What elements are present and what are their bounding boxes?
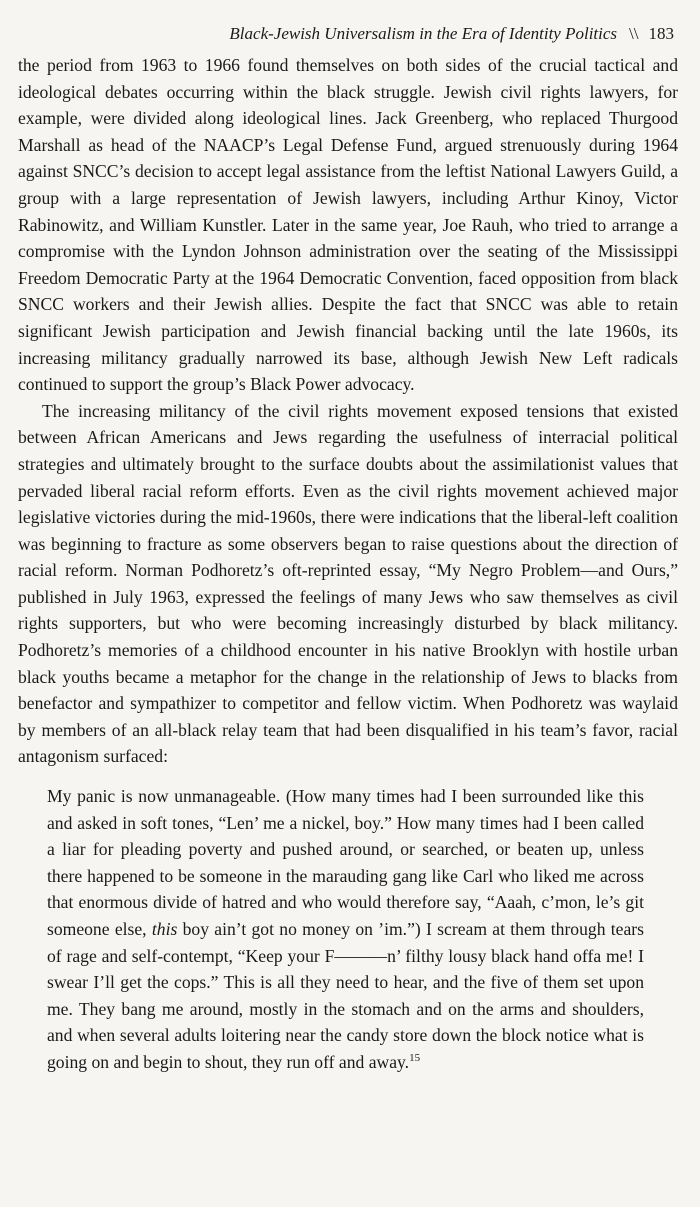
running-head-separator: \\ [629,24,639,43]
body-paragraph-2: The increasing militancy of the civil rights movement exposed tensions that existed between African Americans and Jews regarding the usefulness of interracial political strategies and ultimately brought to the surface doubts about the assimilationist values that pervaded liberal racial reform efforts. Even as the civil rights movement achieved major legislative victories during the mid-1960s, there were indications that the liberal-left coalition was beginning to fracture as some observers began to raise questions about the direction of racial reform. Norman Podhoretz’s oft-reprinted essay, “My Negro Problem—and Ours,” published in July 1963, expressed the feelings of many Jews who saw themselves as civil rights supporters, but who were becoming increasingly disturbed by black militancy. Podhoretz’s memories of a childhood encounter in his native Brooklyn with hostile urban black youths became a metaphor for the change in the relationship of Jews to blacks from benefactor and sympathizer to competitor and fellow victim. When Podhoretz was waylaid by members of an all-black relay team that had been disqualified in his team’s favor, racial antagonism surfaced: [18,400,678,767]
quotation-text-start: My panic is now unmanageable. (How many times had I been surrounded like this and asked in soft tones, “Len’ me a nickel, boy.” How many times had I been called a liar for pleading poverty and pushed around, or searched, or beaten up, unless there happened to be someone in the marauding gang like Carl who liked me across that enormous divide of hatred and who would therefore say, “Aaah, c’mon, le’s git someone else, [47,786,644,939]
page-number: 183 [648,24,674,43]
quotation-emphasis: this [151,919,178,939]
body-paragraph-1: the period from 1963 to 1966 found themselves on both sides of the crucial tactical and ideological debates occurring within the black struggle. Jewish civil rights lawyers, for example, were divided along ideological lines. Jack Greenberg, who replaced Thurgood Marshall as head of the NAACP’s Legal Defense Fund, argued strenuously during 1964 against SNCC’s decision to accept legal assistance from the leftist National Lawyers Guild, a group with a large representation of Jewish lawyers, including Arthur Kinoy, Victor Rabinowitz, and William Kunstler. Later in the same year, Joe Rauh, who tried to arrange a compromise with the Lyndon Johnson administration over the seating of the Mississippi Freedom Democratic Party at the 1964 Democratic Convention, faced opposition from black SNCC workers and their Jewish allies. Despite the fact that SNCC was able to retain significant Jewish participation and Jewish financial backing until the late 1960s, its increasing militancy gradually narrowed its base, although Jewish New Left radicals continued to support the group’s Black Power advocacy. [18,55,678,395]
running-head [18,24,678,44]
running-head-title: Black-Jewish Universalism in the Era of Identity Politics [229,24,618,43]
quotation-text-end: boy ain’t got no money on ’im.”) I scream at them through tears of rage and self-contempt, “Keep your F———n’ filthy lousy black hand offa me! I swear I’ll get the cops.” This is all they need to hear, and the five of them set upon me. They bang me around, mostly in the stomach and on the arms and shoulders, and when several adults loitering near the candy store down the block notice what is going on and begin to shout, they run off and away. [47,919,644,1072]
block-quotation [47,783,644,1076]
footnote-marker: 15 [409,1052,421,1065]
